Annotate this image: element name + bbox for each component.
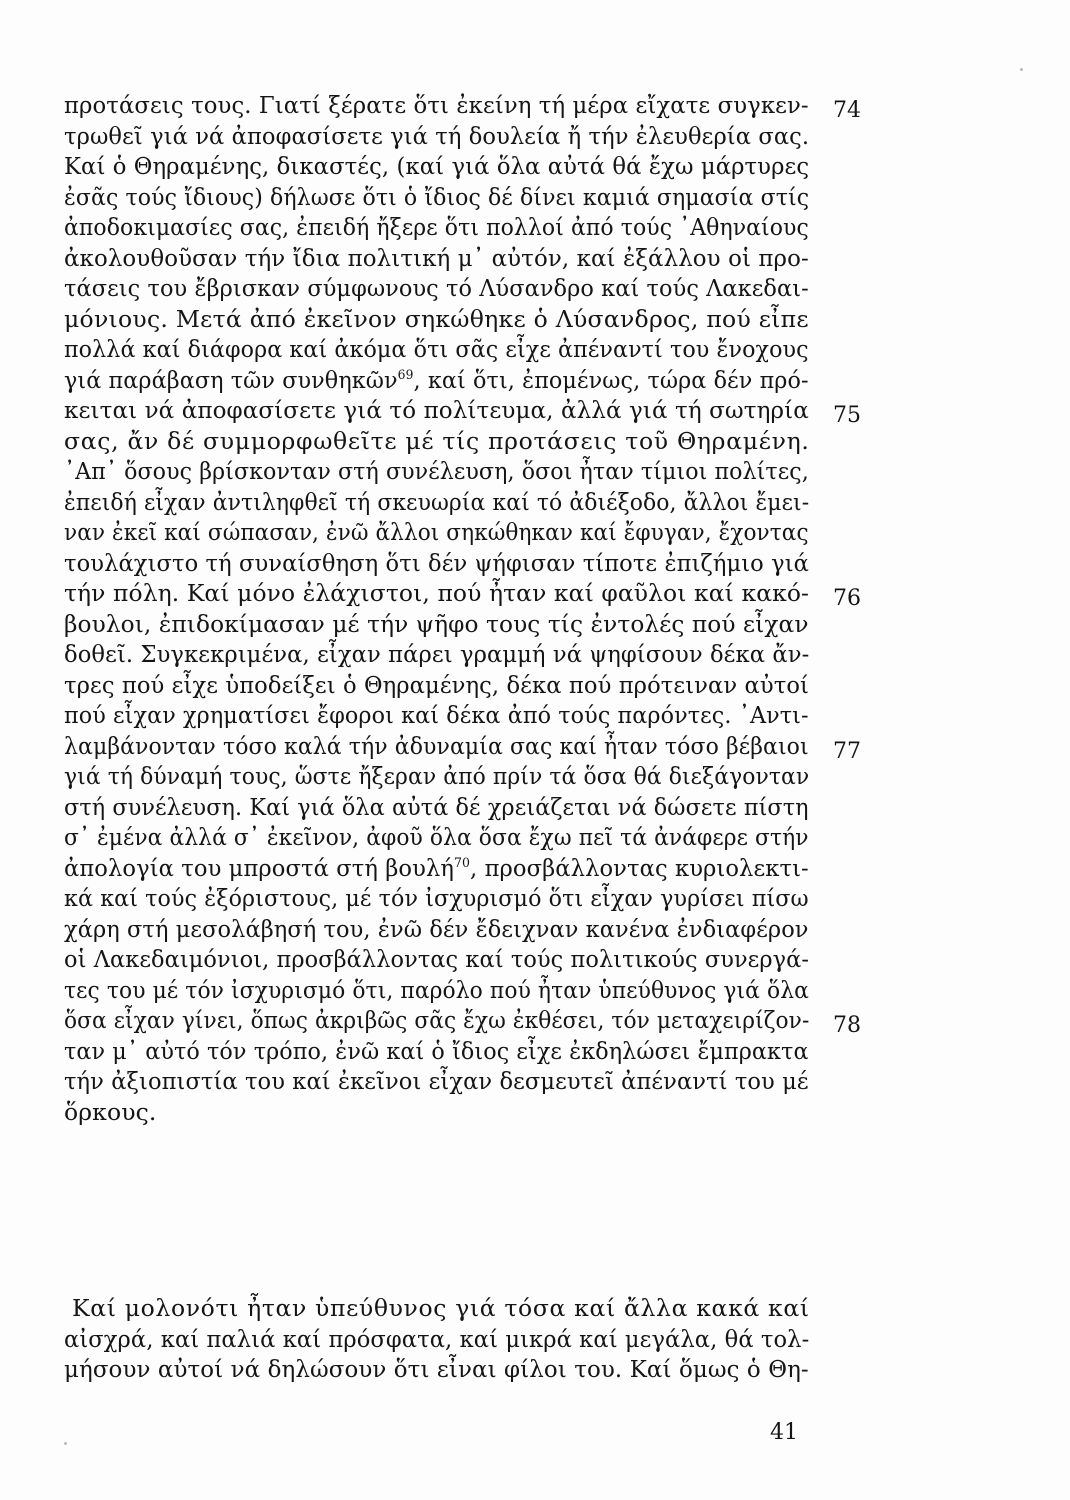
text-line	[64, 975, 809, 1005]
line-text: ἐσᾶς τούς ἴδιους) δήλωσε ὅτι ὁ ἴδιος δέ δίνει καμιά σημασία στίς	[64, 182, 810, 211]
line-text: , προσβάλλοντας κυριολεκτι-	[470, 853, 809, 882]
line-text: πολλά καί διάφορα καί ἀκόμα ὅτι σᾶς εἶχε ἀπέναντί του ἔνοχους	[64, 335, 809, 363]
line-text: σας, ἄν δέ συμμορφωθεῖτε μέ τίς προτάσεις τοῦ Θηραμένη.	[64, 426, 810, 455]
text-line	[64, 578, 809, 608]
text-line	[64, 1324, 809, 1354]
text-line	[64, 304, 809, 334]
footnote-ref[interactable]: 69	[397, 367, 414, 383]
line-text: γιά τή δύναμή τους, ὥστε ἤξεραν ἀπό πρίν τά ὅσα θά διεξάγονταν	[64, 762, 810, 790]
line-text: οἱ Λακεδαιμόνιοι, προσβάλλοντας καί τούς πολιτικούς συνεργά-	[64, 945, 810, 973]
text-line	[64, 609, 809, 639]
text-line	[64, 822, 809, 852]
text-line	[64, 792, 809, 822]
line-text: ὅρκους.	[64, 1097, 157, 1126]
line-text: τρες πού εἶχε ὑποδείξει ὁ Θηραμένης, δέκα πού πρότειναν αὐτοί	[64, 670, 810, 699]
line-text: , καί ὅτι, ἐπομένως, τώρα δέν πρό-	[413, 365, 809, 394]
text-line	[64, 1354, 809, 1384]
text-line	[64, 731, 809, 761]
text-line	[64, 487, 809, 517]
text-line	[64, 273, 809, 303]
text-line	[64, 670, 809, 700]
section-number: 75	[833, 403, 861, 428]
footnote-ref[interactable]: 70	[453, 855, 471, 871]
section-number: 77	[833, 738, 861, 764]
line-text: λαμβάνονταν τόσο καλά τήν ἀδυναμία σας καί ἦταν τόσο βέβαιοι	[64, 731, 809, 760]
line-text: τήν ἀξιοπιστία του καί ἐκεῖνοι εἶχαν δεσμευτεῖ ἀπέναντί του μέ	[64, 1067, 809, 1095]
page-number: 41	[770, 1420, 798, 1445]
text-line	[64, 914, 809, 944]
line-text: Καί ὁ Θηραμένης, δικαστές, (καί γιά ὅλα αὐτά θά ἔχω μάρτυρες	[64, 152, 810, 180]
line-text: κά καί τούς ἐξόριστους, μέ τόν ἰσχυρισμό ὅτι εἶχαν γυρίσει πίσω	[64, 884, 809, 912]
text-line	[64, 639, 809, 669]
text-line	[64, 1036, 809, 1066]
text-line	[64, 761, 809, 791]
text-line	[64, 334, 809, 364]
text-line	[64, 243, 809, 273]
section-number: 78	[833, 1013, 861, 1038]
text-line	[64, 212, 809, 242]
line-text: ᾿Απ᾿ ὅσους βρίσκονταν στή συνέλευση, ὅσοι ἦταν τίμιοι πολίτες,	[64, 457, 809, 485]
text-line	[64, 395, 809, 425]
line-text: ἀκολουθοῦσαν τήν ἴδια πολιτική μ᾿ αὐτόν, καί ἐξάλλου οἱ προ-	[64, 243, 809, 272]
text-line	[64, 365, 809, 395]
line-text: σ᾿ ἐμένα ἀλλά σ᾿ ἐκεῖνον, ἀφοῦ ὅλα ὅσα ἔχω πεῖ τά ἀνάφερε στήν	[64, 823, 809, 851]
text-line	[64, 456, 809, 486]
text-line	[64, 944, 809, 974]
text-line	[64, 853, 809, 883]
line-text: ἐπειδή εἶχαν ἀντιληφθεῖ τή σκευωρία καί τό ἀδιέξοδο, ἄλλοι ἔμει-	[64, 487, 810, 516]
text-line	[64, 548, 809, 578]
line-text: μήσουν αὐτοί νά δηλώσουν ὅτι εἶναι φίλοι του. Καί ὅμως ὁ Θη-	[64, 1355, 809, 1383]
line-text: βουλοι, ἐπιδοκίμασαν μέ τήν ψῆφο τους τίς ἐντολές πού εἶχαν	[64, 609, 809, 638]
line-text: ταν μ᾿ αὐτό τόν τρόπο, ἐνῶ καί ὁ ἴδιος εἶχε ἐκδηλώσει ἔμπρακτα	[64, 1036, 809, 1065]
text-line	[64, 151, 809, 181]
line-text: ναν ἐκεῖ καί σώπασαν, ἐνῶ ἄλλοι σηκώθηκαν καί ἔφυγαν, ἔχοντας	[64, 518, 809, 546]
text-line	[64, 517, 809, 547]
line-text: τήν πόλη. Καί μόνο ἐλάχιστοι, πού ἦταν καί φαῦλοι καί κακό-	[64, 579, 810, 607]
line-text: δοθεῖ. Συγκεκριμένα, εἶχαν πάρει γραμμή νά ψηφίσουν δέκα ἄν-	[64, 640, 810, 668]
line-text: κειται νά ἀποφασίσετε γιά τό πολίτευμα, ἀλλά γιά τή σωτηρία	[64, 396, 809, 424]
line-text: προτάσεις τους. Γιατί ξέρατε ὅτι ἐκείνη τή μέρα εἴχατε συγκεν-	[64, 91, 809, 119]
line-text: Καί μολονότι ἦταν ὑπεύθυνος γιά τόσα καί ἄλλα κακά καί	[72, 1294, 810, 1322]
line-text: γιά παράβαση τῶν συνθηκῶν	[64, 365, 398, 394]
text-line	[64, 426, 810, 456]
line-text: τουλάχιστο τή συναίσθηση ὅτι δέν ψήφισαν τίποτε ἐπιζήμιο γιά	[64, 548, 809, 577]
text-line	[64, 90, 809, 120]
line-text: μόνιους. Μετά ἀπό ἐκεῖνον σηκώθηκε ὁ Λύσανδρος, πού εἶπε	[64, 304, 809, 333]
text-line	[64, 1066, 809, 1096]
section-number: 76	[833, 586, 861, 611]
line-text: ἀποδοκιμασίες σας, ἐπειδή ἤξερε ὅτι πολλοί ἀπό τούς ᾿Αθηναίους	[64, 213, 809, 241]
line-text: χάρη στή μεσολάβησή του, ἐνῶ δέν ἔδειχναν κανένα ἐνδιαφέρον	[64, 914, 809, 943]
paper-speck	[1020, 68, 1023, 71]
line-text: τες του μέ τόν ἰσχυρισμό ὅτι, παρόλο πού ἦταν ὑπεύθυνος γιά ὅλα	[64, 975, 809, 1004]
text-line	[64, 121, 809, 151]
section-number: 74	[833, 98, 861, 123]
line-text: αἰσχρά, καί παλιά καί πρόσφατα, καί μικρά καί μεγάλα, θά τολ-	[64, 1324, 810, 1353]
text-line	[64, 1005, 809, 1035]
line-text: τάσεις του ἔβρισκαν σύμφωνους τό Λύσανδρο καί τούς Λακεδαι-	[64, 274, 809, 302]
line-text: τρωθεῖ γιά νά ἀποφασίσετε γιά τή δουλεία ἤ τήν ἐλευθερία σας.	[64, 121, 810, 150]
paper-speck	[64, 1442, 67, 1445]
line-text: πού εἶχαν χρηματίσει ἔφοροι καί δέκα ἀπό τούς παρόντες. ᾿Αντι-	[64, 701, 809, 729]
line-text: ἀπολογία του μπροστά στή βουλή	[64, 853, 454, 882]
text-line	[72, 1293, 810, 1323]
text-line	[64, 700, 809, 730]
line-text: ὅσα εἶχαν γίνει, ὅπως ἀκριβῶς σᾶς ἔχω ἐκθέσει, τόν μεταχειρίζον-	[64, 1006, 810, 1034]
line-text: στή συνέλευση. Καί γιά ὅλα αὐτά δέ χρειάζεται νά δώσετε πίστη	[64, 792, 809, 821]
text-line	[64, 1097, 809, 1127]
text-line	[64, 182, 809, 212]
text-line	[64, 883, 809, 913]
